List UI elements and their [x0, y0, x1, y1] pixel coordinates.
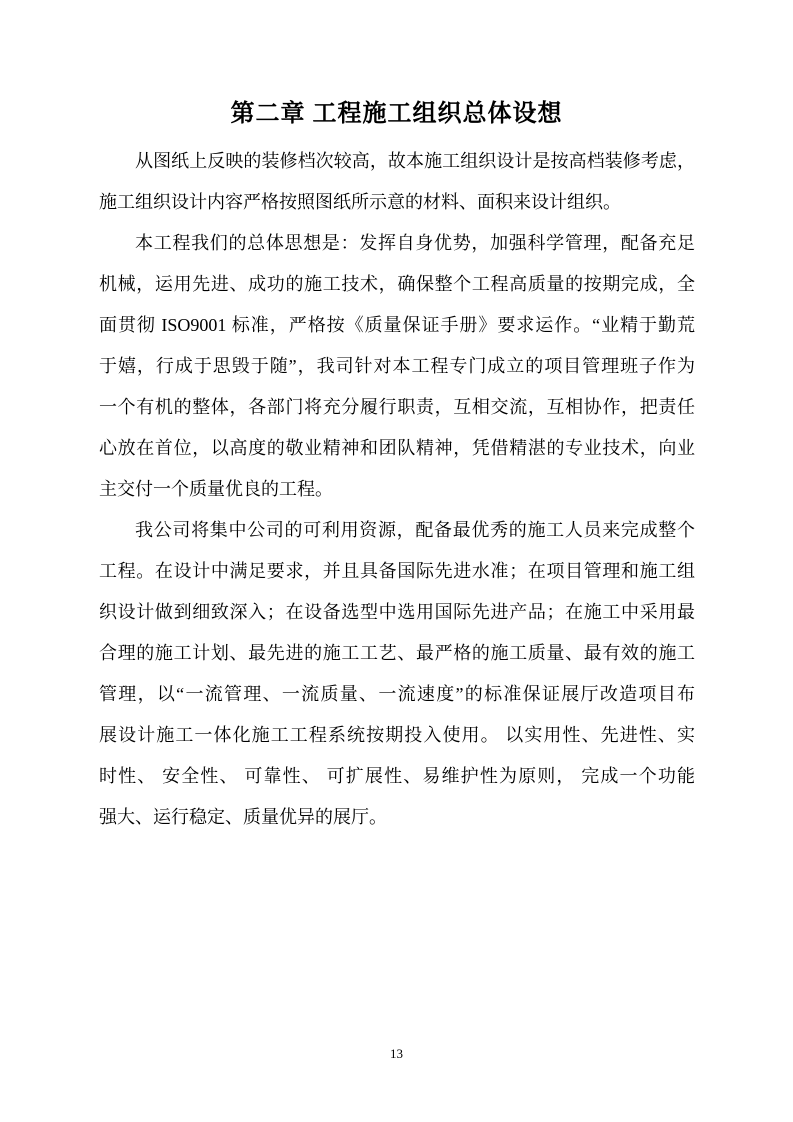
- document-body: [99, 141, 695, 838]
- chapter-title: 第二章 工程施工组织总体设想: [230, 101, 563, 127]
- text-line: 强大、运行稳定、质量优异的展厅。: [99, 807, 387, 827]
- paragraph: [99, 223, 695, 510]
- text-line: 时性、 安全性、 可靠性、 可扩展性、易维护性为原则， 完成一个功能: [99, 766, 695, 786]
- text-line: 主交付一个质量优良的工程。: [99, 479, 333, 499]
- text-line: 机械，运用先进、成功的施工技术，确保整个工程高质量的按期完成，全: [99, 274, 695, 294]
- page-number: 13: [390, 1046, 403, 1061]
- text-line: 合理的施工计划、最先进的施工工艺、最严格的施工质量、最有效的施工: [99, 643, 695, 663]
- text-line: 从图纸上反映的装修档次较高，故本施工组织设计是按高档装修考虑，: [135, 151, 695, 171]
- text-line: 展设计施工一体化施工工程系统按期投入使用。 以实用性、先进性、实: [99, 725, 695, 745]
- text-line: 面贯彻 ISO9001 标准，严格按《质量保证手册》要求运作。“业精于勤荒: [99, 315, 695, 335]
- paragraph: [99, 510, 695, 838]
- text-line: 织设计做到细致深入；在设备选型中选用国际先进产品；在施工中采用最: [99, 602, 695, 622]
- text-line: 工程。在设计中满足要求，并且具备国际先进水准；在项目管理和施工组: [99, 561, 695, 581]
- text-line: 管理，以“一流管理、一流质量、一流速度”的标准保证展厅改造项目布: [99, 684, 695, 704]
- text-line: 心放在首位，以高度的敬业精神和团队精神，凭借精湛的专业技术，向业: [99, 438, 695, 458]
- paragraph: [99, 141, 695, 223]
- text-line: 一个有机的整体，各部门将充分履行职责，互相交流，互相协作，把责任: [99, 397, 695, 417]
- text-line: 我公司将集中公司的可利用资源，配备最优秀的施工人员来完成整个: [135, 520, 695, 540]
- text-line: 本工程我们的总体思想是：发挥自身优势，加强科学管理，配备充足: [135, 233, 695, 253]
- text-line: 于嬉，行成于思毁于随”，我司针对本工程专门成立的项目管理班子作为: [99, 356, 695, 376]
- text-line: 施工组织设计内容严格按照图纸所示意的材料、面积来设计组织。: [99, 192, 621, 212]
